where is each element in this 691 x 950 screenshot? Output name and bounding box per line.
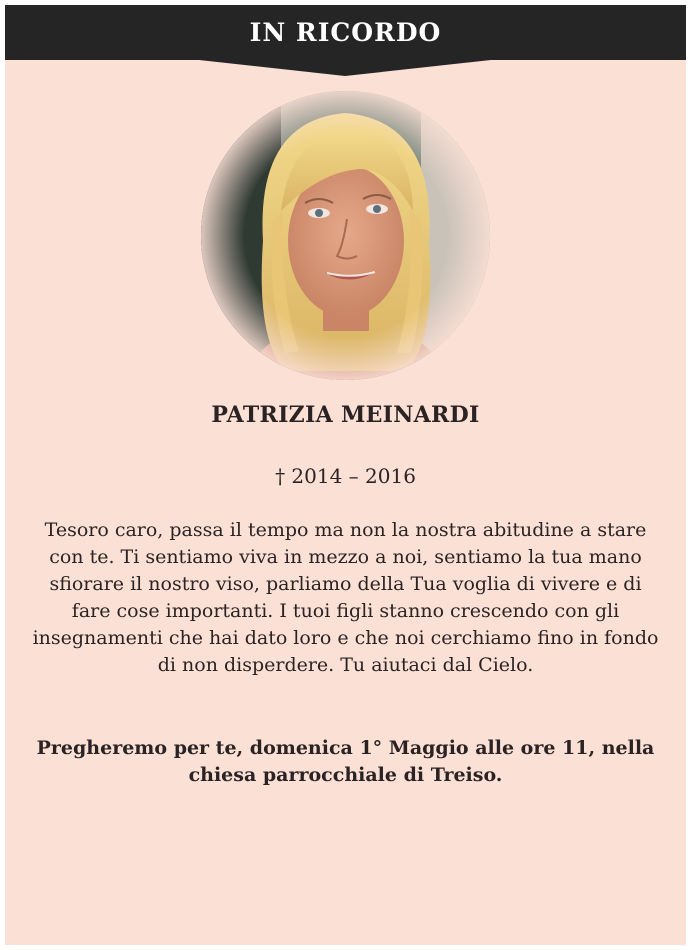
portrait-photo bbox=[201, 91, 490, 380]
header-notch bbox=[190, 59, 500, 76]
deceased-dates: † 2014 – 2016 bbox=[275, 464, 416, 488]
header-bar bbox=[5, 5, 686, 60]
memorial-message: Tesoro caro, passa il tempo ma non la nostra abitudine a stare con te. Ti sentiamo viva in mezzo a noi, sentiamo la tua mano sfiorare il nostro viso, parliamo della Tua voglia di vivere e di fare cose importanti. I tuoi figli stanno crescendo con gli insegnamenti che hai dato loro e che noi cerchiamo fino in fondo di non disperdere. Tu aiutaci dal Cielo. bbox=[32, 519, 659, 676]
service-announcement: Pregheremo per te, domenica 1° Maggio alle ore 11, nella chiesa parrocchiale di Treiso. bbox=[36, 737, 655, 786]
header-title: IN RICORDO bbox=[249, 18, 442, 47]
deceased-name: PATRIZIA MEINARDI bbox=[211, 402, 480, 428]
memorial-card bbox=[5, 5, 686, 945]
